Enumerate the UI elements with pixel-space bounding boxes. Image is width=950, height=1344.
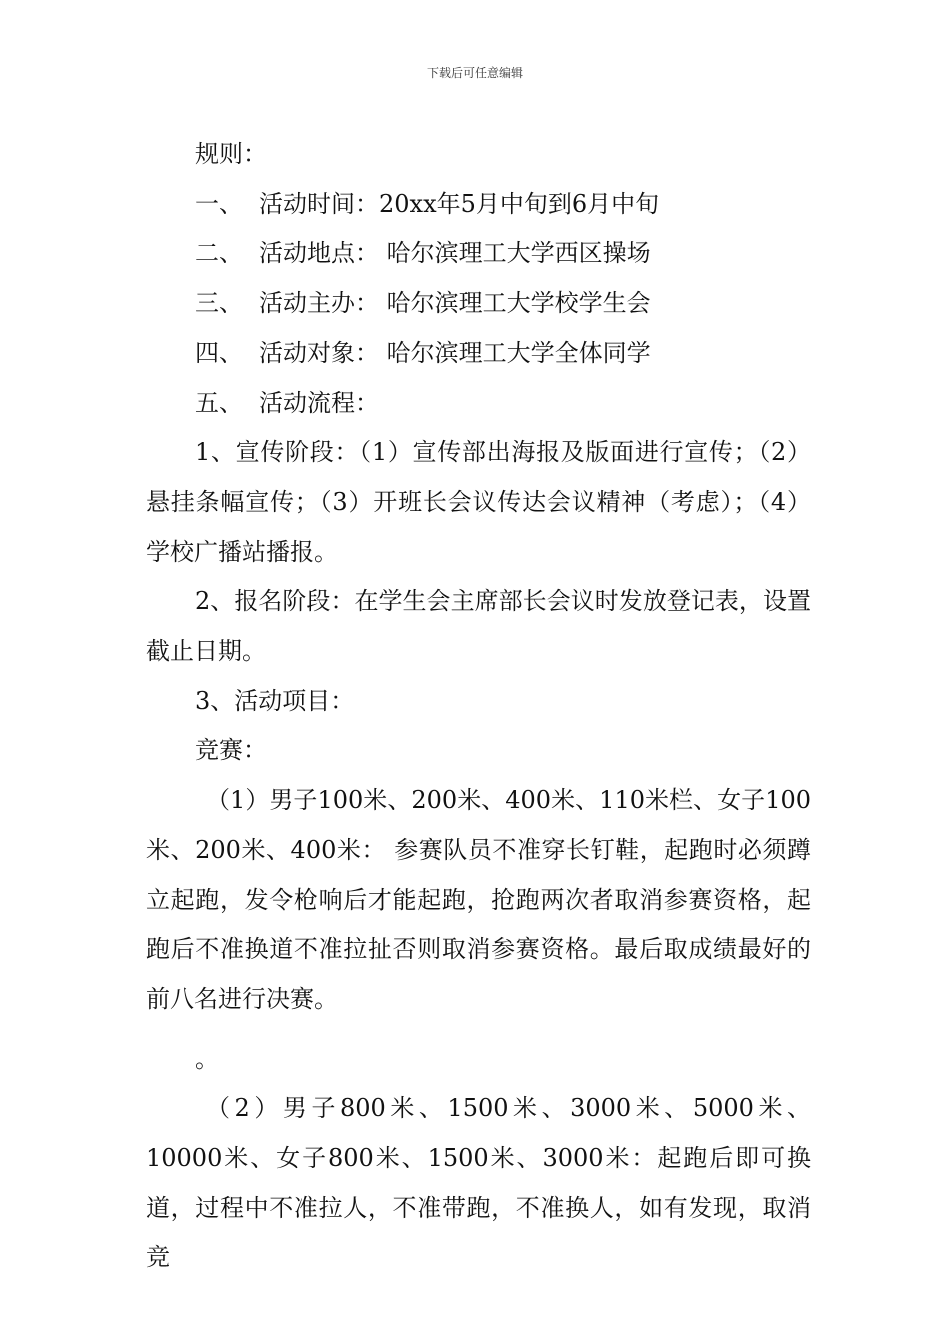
item-number: 三、	[195, 289, 243, 318]
rules-heading: 规则：	[195, 140, 267, 168]
item-number: 五、	[195, 388, 243, 417]
paragraph-events: 3、活动项目：	[195, 686, 355, 715]
list-item	[146, 180, 811, 230]
item-value: 20xx年5月中旬到6月中旬	[379, 189, 660, 218]
paragraph-publicity: 1、宣传阶段：（1）宣传部出海报及版面进行宣传；（2）悬挂条幅宣传；（3）开班长会议传达会议精神（考虑）；（4）学校广播站播报。	[146, 438, 811, 566]
paragraph-dot: 。	[195, 1044, 219, 1073]
paragraph-competition: 竞赛：	[195, 736, 267, 765]
item-number: 四、	[195, 338, 243, 367]
item-number: 二、	[195, 239, 243, 268]
paragraph-signup: 2、报名阶段：在学生会主席部长会议时发放登记表，设置截止日期。	[146, 587, 811, 666]
page-header: 下载后可任意编辑	[426, 66, 523, 80]
list-item	[146, 229, 811, 279]
paragraph-rule-sprint: （1）男子100米、200米、400米、110米栏、女子100米、200米、400米： 参赛队员不准穿长钉鞋，起跑时必须蹲立起跑，发令枪响后才能起跑，抢跑两次者取消参赛资格，起跑后不准换道不准拉扯否则取消参赛资格。最后取成绩最好的前八名进行决赛。	[146, 786, 811, 1013]
item-label: 活动地点：	[259, 239, 387, 268]
item-label: 活动流程：	[259, 388, 379, 417]
paragraph-rule-distance: （2）男子800米、1500米、3000米、5000米、10000米、女子800米、1500米、3000米：起跑后即可换道，过程中不准拉人，不准带跑，不准换人，如有发现，取消竞	[146, 1094, 811, 1272]
list-item	[146, 379, 811, 429]
item-number: 一、	[195, 189, 243, 218]
list-item	[146, 279, 811, 329]
item-label: 活动对象：	[259, 338, 387, 367]
item-value: 哈尔滨理工大学西区操场	[386, 239, 651, 268]
document-body	[146, 130, 811, 1283]
item-label: 活动主办：	[259, 289, 387, 318]
item-value: 哈尔滨理工大学校学生会	[386, 289, 651, 318]
item-label: 活动时间：	[259, 189, 379, 218]
list-item	[146, 329, 811, 379]
item-value: 哈尔滨理工大学全体同学	[386, 338, 651, 367]
